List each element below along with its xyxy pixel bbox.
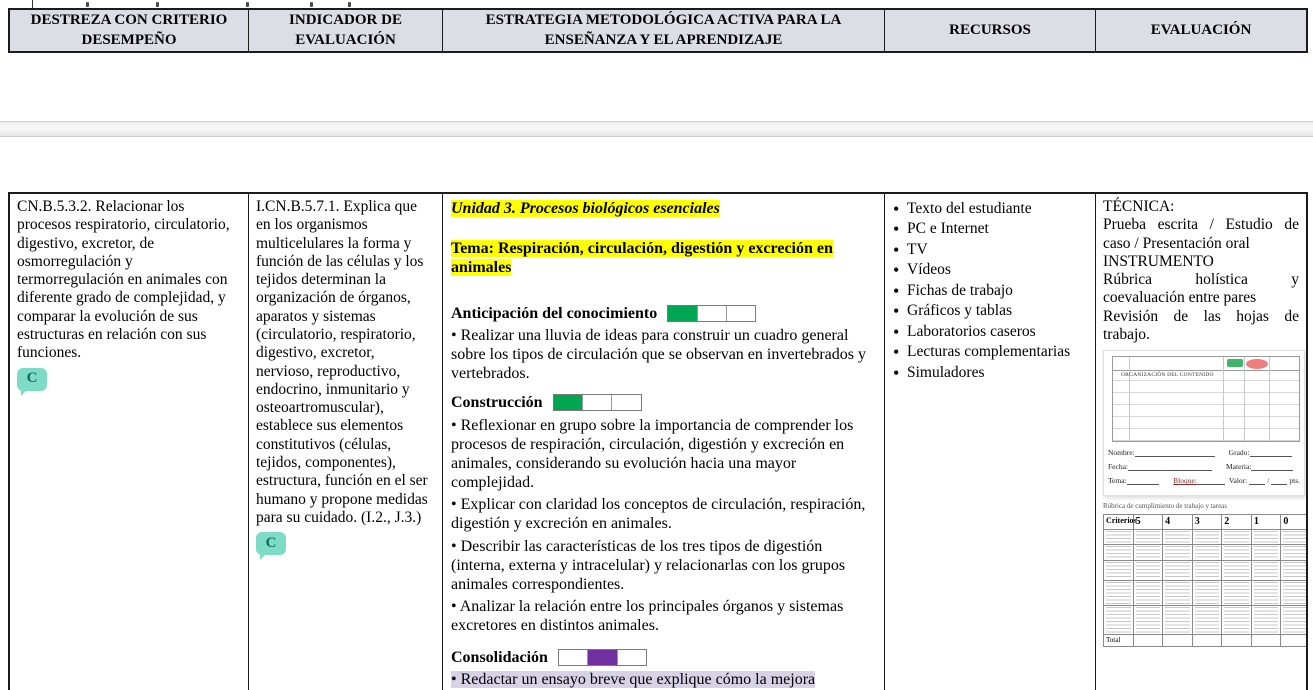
strategy-bullet: • Reflexionar en grupo sobre la importancia de comprender los procesos de respiración, circulación, digestión y excreción en animales, considerando su evolución hacia una mayor complejidad. — [451, 416, 854, 492]
header-indicador: INDICADOR DE EVALUACIÓN — [249, 10, 443, 51]
cell-indicador — [249, 194, 443, 690]
cell-recursos — [885, 194, 1096, 690]
eval-tecnica-text: Prueba escrita / Estudio de caso / Presentación oral — [1103, 216, 1299, 252]
header-estrategia: ESTRATEGIA METODOLÓGICA ACTIVA PARA LA ENSEÑANZA Y EL APRENDIZAJE — [443, 10, 885, 51]
stage-construccion-heading: Construcción — [451, 393, 876, 412]
list-item: • Laboratorios caseros — [892, 322, 1088, 342]
table-header-row — [8, 8, 1308, 53]
form-label-valor: Valor: — [1228, 476, 1248, 486]
resources-list — [892, 199, 1088, 383]
header-destreza: DESTREZA CON CRITERIO DESEMPEÑO — [10, 10, 249, 51]
form-label-bloque: Bloque: — [1173, 476, 1197, 486]
indicador-text: I.CN.B.5.7.1. Explica que en los organismos multicelulares la forma y función de las células y los tejidos determinan la organización de órganos, aparatos y sistemas (circulatorio, respiratorio, digestivo, excretor, nervioso, reproductivo, endocrino, inmunitario y osteoartromuscular), establece sus elementos constitutivos (células, tejidos, componentes), estructura, función en el ser humano y propone medidas para su cuidado. (I.2., J.3.) — [256, 198, 428, 526]
stage-anticipacion-heading: Anticipación del conocimiento — [451, 304, 876, 323]
strategy-bullet: • Explicar con claridad los conceptos de circulación, respiración, digestión y excreción en animales. — [451, 496, 866, 533]
eval-tecnica-label: TÉCNICA: — [1103, 198, 1175, 215]
list-item: • PC e Internet — [892, 219, 1088, 239]
comment-bubble-icon[interactable]: C — [256, 532, 286, 555]
comment-bubble-icon[interactable]: C — [17, 368, 47, 391]
strategy-bullet: • Analizar la relación entre los principales órganos y sistemas excretores en distintos animales. — [451, 598, 844, 635]
rubric-header-criterios: Criterios — [1104, 514, 1134, 529]
form-label-materia: Materia: — [1226, 462, 1252, 472]
strategy-bullet: • Realizar una lluvia de ideas para construir un cuadro general sobre los tipos de circulación que se observan en invertebrados y vertebrados. — [451, 326, 866, 383]
header-recursos: RECURSOS — [885, 10, 1096, 51]
form-label-fecha: Fecha: — [1108, 462, 1128, 472]
form-label-nombre: Nombre: — [1108, 448, 1135, 458]
eval-instrumento-label: INSTRUMENTO — [1103, 252, 1214, 270]
destreza-text: CN.B.5.3.2. Relacionar los procesos respiratorio, circulatorio, digestivo, excretor, de osmorregulación y termorregulación en animales con diferente grado de complejidad, y comparar la evolución de sus estructuras en relación con sus funciones. — [17, 198, 230, 362]
progress-bar-icon — [667, 305, 756, 322]
worksheet-form: Nombre: Grado: Fecha: Materia: Tema: Bloque: Valor: / pts. — [1108, 448, 1300, 486]
eval-instrumento-text: Rúbrica holística y coevaluación entre pares — [1103, 271, 1299, 307]
worksheet-checklist-table — [1112, 356, 1300, 442]
worksheet-image — [1103, 350, 1305, 496]
unit-title: Unidad 3. Procesos biológicos esenciales — [451, 200, 720, 217]
cell-evaluacion — [1096, 194, 1306, 690]
rubric-caption: Rúbrica de cumplimiento de trabajo y tareas — [1103, 502, 1228, 511]
cell-estrategia — [443, 194, 885, 690]
list-item: • Vídeos — [892, 260, 1088, 280]
list-item: • Simuladores — [892, 363, 1088, 383]
topic-title: Tema: Respiración, circulación, digestión y excreción en animales — [451, 240, 833, 277]
progress-bar-icon — [553, 394, 642, 411]
page-break-band — [0, 121, 1313, 137]
eval-revision-text: Revisión de las hojas de trabajo. — [1103, 307, 1299, 343]
list-item: • Gráficos y tablas — [892, 301, 1088, 321]
rubric-total-label: Total — [1104, 634, 1134, 646]
rubric-table-image: Criterios 5 4 3 2 1 0 Total — [1103, 514, 1306, 647]
list-item: • Fichas de trabajo — [892, 281, 1088, 301]
form-label-grado: Grado: — [1228, 448, 1250, 458]
progress-bar-icon — [558, 649, 647, 666]
strategy-bullet-highlighted: • Redactar un ensayo breve que explique cómo la mejora — [451, 670, 816, 688]
stage-consolidacion-heading: Consolidación — [451, 648, 876, 667]
clipped-row-fragment — [8, 0, 1308, 8]
list-item: • TV — [892, 240, 1088, 260]
list-item: • Texto del estudiante — [892, 199, 1088, 219]
worksheet-table-title: ORGANIZACIÓN DEL CONTENIDO — [1121, 372, 1214, 379]
list-item: • Lecturas complementarias — [892, 342, 1088, 362]
form-label-tema: Tema: — [1108, 476, 1127, 486]
table-body-row — [8, 192, 1308, 690]
cell-destreza — [10, 194, 249, 690]
strategy-bullet: • Describir las características de los tres tipos de digestión (interna, externa y intracelular) y relacionarlas con los grupos animales correspondientes. — [451, 537, 846, 593]
form-label-pts: pts. — [1289, 476, 1300, 486]
cumple-chip — [1227, 359, 1243, 367]
header-evaluacion: EVALUACIÓN — [1096, 10, 1306, 51]
